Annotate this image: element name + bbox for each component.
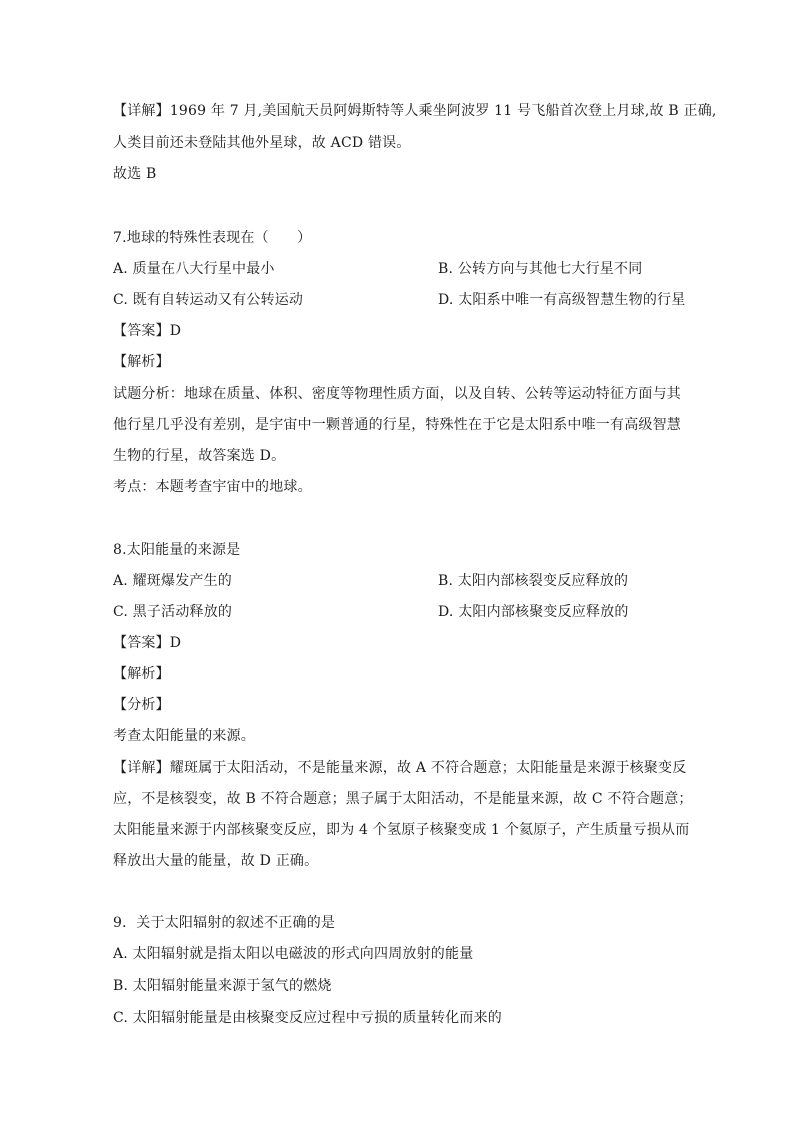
q7-kaodian: 考点：本题考查宇宙中的地球。 (113, 479, 312, 495)
q7-answer: 【答案】D (113, 323, 182, 339)
q6-detail-line-2: 人类目前还未登陆其他外星球，故 ACD 错误。 (113, 135, 411, 151)
q8-fenxi-heading: 【分析】 (113, 697, 170, 713)
q7-analysis-heading: 【解析】 (113, 354, 170, 370)
q8-detail-line-3: 太阳能量来源于内部核聚变反应，即为 4 个氢原子核聚变成 1 个氦原子，产生质量亏损从而 (113, 822, 690, 838)
q9-option-b: B. 太阳辐射能量来源于氢气的燃烧 (113, 978, 332, 994)
q6-detail-line-1: 【详解】1969 年 7 月,美国航天员阿姆斯特等人乘坐阿波罗 11 号飞船首次登上月球,故 B 正确, (113, 103, 717, 119)
q6-conclusion: 故选 B (113, 166, 157, 182)
q9-option-a: A. 太阳辐射就是指太阳以电磁波的形式向四周放射的能量 (113, 946, 474, 962)
q7-analysis-line-3: 生物的行星，故答案选 D。 (113, 448, 286, 464)
q8-detail-line-1: 【详解】耀斑属于太阳活动，不是能量来源，故 A 不符合题意；太阳能量是来源于核聚变反 (113, 760, 687, 776)
q7-option-c: C. 既有自转运动又有公转运动 (113, 292, 304, 308)
q8-option-a: A. 耀斑爆发产生的 (113, 573, 233, 589)
q7-analysis-line-1: 试题分析：地球在质量、体积、密度等物理性质方面，以及自转、公转等运动特征方面与其 (113, 386, 681, 402)
q8-detail-line-2: 应，不是核裂变，故 B 不符合题意；黑子属于太阳活动，不是能量来源，故 C 不符合题意； (113, 791, 693, 807)
q8-option-b: B. 太阳内部核裂变反应释放的 (438, 573, 629, 589)
q8-detail-line-4: 释放出大量的能量，故 D 正确。 (113, 853, 319, 869)
q8-fenxi-text: 考查太阳能量的来源。 (113, 728, 255, 744)
q8-question: 8.太阳能量的来源是 (113, 542, 241, 558)
q7-question: 7.地球的特殊性表现在（ ） (113, 230, 312, 246)
q7-option-a: A. 质量在八大行星中最小 (113, 261, 275, 277)
q9-question: 9．关于太阳辐射的叙述不正确的是 (113, 915, 336, 931)
q8-option-d: D. 太阳内部核聚变反应释放的 (438, 604, 629, 620)
q7-option-d: D. 太阳系中唯一有高级智慧生物的行星 (438, 292, 686, 308)
q8-analysis-heading: 【解析】 (113, 666, 170, 682)
q9-option-c: C. 太阳辐射能量是由核聚变反应过程中亏损的质量转化而来的 (113, 1010, 502, 1026)
q7-option-b: B. 公转方向与其他七大行星不同 (438, 261, 643, 277)
q7-analysis-line-2: 他行星几乎没有差别，是宇宙中一颗普通的行星，特殊性在于它是太阳系中唯一有高级智慧 (113, 417, 681, 433)
q8-answer: 【答案】D (113, 635, 182, 651)
q8-option-c: C. 黑子活动释放的 (113, 604, 233, 620)
